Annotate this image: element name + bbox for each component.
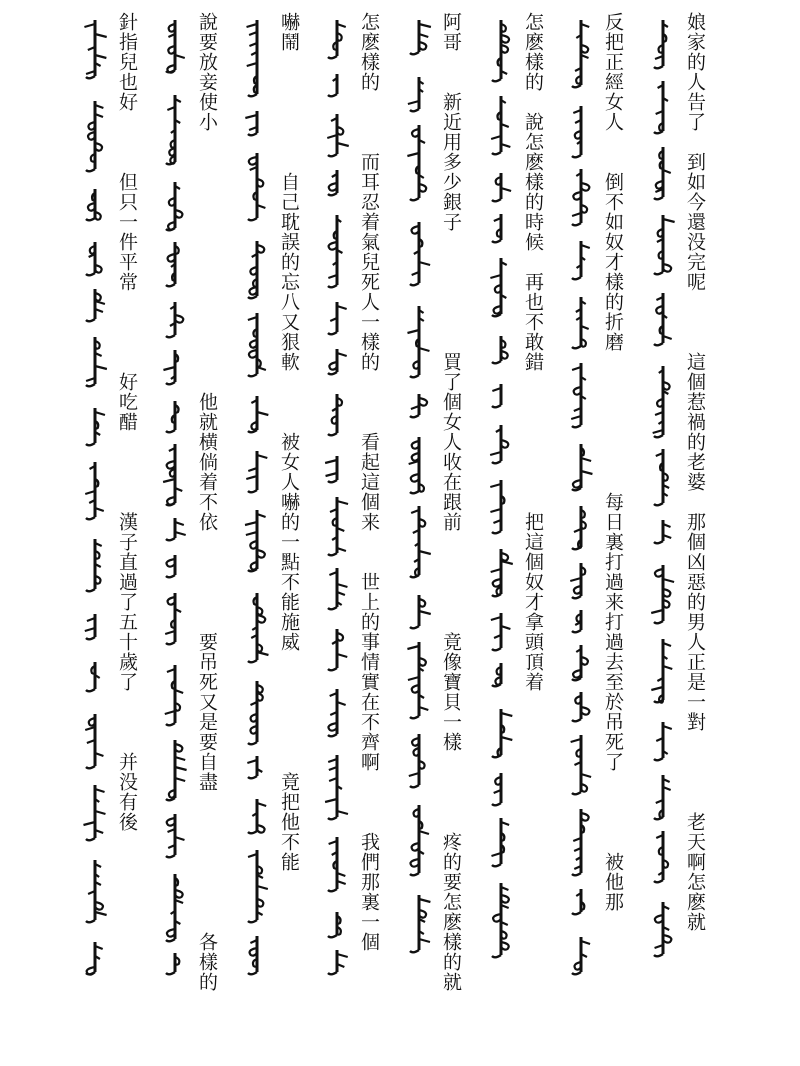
mongolian-script-icon xyxy=(242,12,272,992)
mongolian-script-icon xyxy=(404,12,434,992)
text-column-2 xyxy=(566,0,626,1000)
chinese-gloss-column: 嚇鬧 自己耽誤的忘八又狠軟 被女人嚇的一點不能施威 竟把他不能 xyxy=(278,12,300,872)
text-column-8 xyxy=(80,0,140,1000)
mongolian-script-icon xyxy=(80,12,110,992)
mongolian-script-icon xyxy=(648,12,678,992)
mongolian-script-icon xyxy=(486,12,516,992)
chinese-gloss-column: 怎麽樣的 而耳忍着氣兒死人一樣的 看起這個来 世上的事情實在不齊啊 我們那裏一個 xyxy=(358,12,380,952)
chinese-gloss-column: 說要放妾使小 他就横倘着不依 要吊死又是要自盡 各樣的 xyxy=(196,12,218,992)
chinese-gloss-column: 針指兒也好 但只一件平常 好吃醋 漢子直過了五十歲了 并没有後 xyxy=(116,12,138,832)
text-column-1 xyxy=(648,0,708,1000)
mongolian-script-icon xyxy=(160,12,190,992)
chinese-gloss-column: 怎麽樣的 說怎麽樣的時候 再也不敢錯 把這個奴才拿頭頂着 xyxy=(522,12,544,692)
text-column-3 xyxy=(486,0,546,1000)
text-column-6 xyxy=(242,0,302,1000)
mongolian-script-icon xyxy=(322,12,352,992)
chinese-gloss-column: 娘家的人告了 到如今還没完呢 這個惹禍的老婆 那個凶惡的男人正是一對 老天啊怎麽就 xyxy=(684,12,706,932)
text-column-7 xyxy=(160,0,220,1000)
chinese-gloss-column: 阿哥 新近用多少銀子 買了個女人收在跟前 竟像寶貝一樣 疼的要怎麽樣的就 xyxy=(440,12,462,992)
chinese-gloss-column: 反把正經女人 倒不如奴才樣的折磨 每日裏打過来打過去至於吊死了 被他那 xyxy=(602,12,624,912)
mongolian-script-icon xyxy=(566,12,596,992)
text-column-5 xyxy=(322,0,382,1000)
text-column-4 xyxy=(404,0,464,1000)
